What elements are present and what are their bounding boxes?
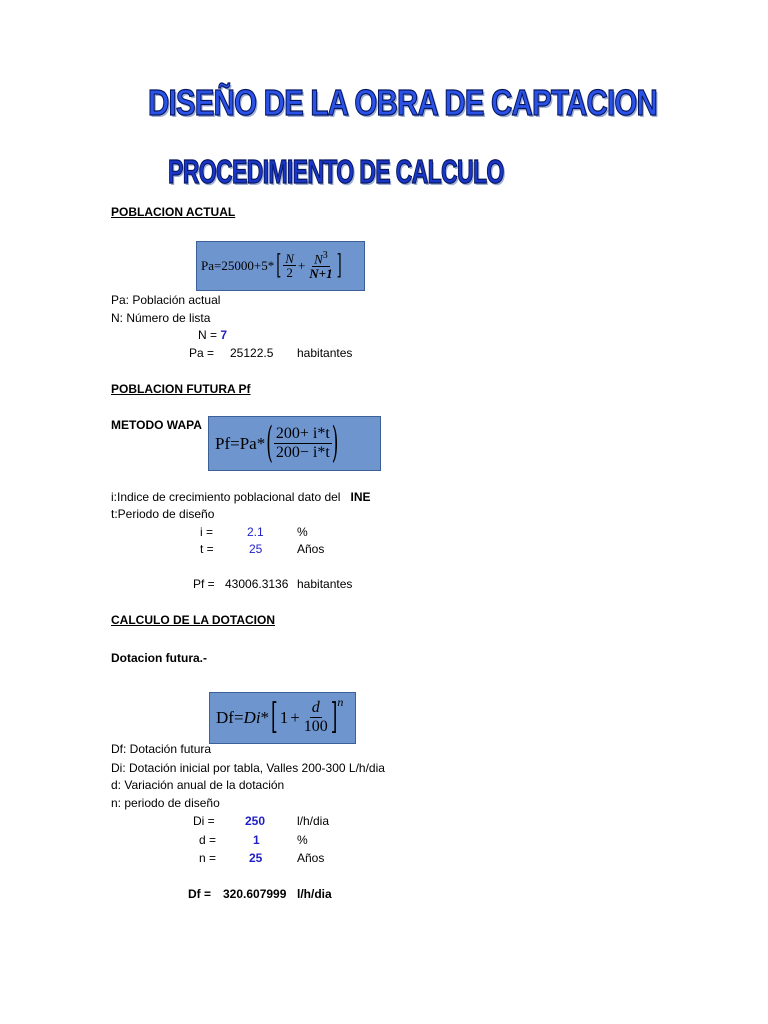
pa-label: Pa = — [189, 346, 215, 360]
poblacion-actual-formula: Pa = 25000 + 5 * [ $\frac{N}{2}$ + $\frac{N^3}{N+1}$ ] — [196, 241, 365, 291]
n-unit: Años — [297, 851, 325, 865]
pa-value: 25122.5 — [230, 346, 274, 360]
df-label: Df = — [188, 887, 212, 901]
df-value: 320.607999 — [223, 887, 287, 901]
poblacion-futura-heading: POBLACION FUTURA Pf — [111, 382, 251, 396]
n-label: n = — [199, 851, 217, 865]
t-unit: Años — [297, 542, 325, 556]
di-label: Di = — [193, 814, 215, 828]
df-unit: l/h/dia — [297, 887, 332, 901]
poblacion-futura-formula: Pf = Pa * ( $\frac{200+ i*t}{200- i*t}$ ) — [208, 416, 381, 471]
def-d: d: Variación anual de la dotación — [111, 778, 285, 792]
def-n: N: Número de lista — [111, 311, 211, 325]
i-unit: % — [297, 525, 308, 539]
t-label: t = — [200, 542, 214, 556]
pa-unit: habitantes — [297, 346, 353, 360]
i-label: i = — [200, 525, 214, 539]
di-unit: l/h/dia — [297, 814, 330, 828]
dotacion-heading: CALCULO DE LA DOTACION — [111, 613, 275, 627]
d-unit: % — [297, 833, 308, 847]
t-value: 25 — [249, 542, 263, 556]
def-n-periodo: n: periodo de diseño — [111, 796, 220, 810]
pf-label: Pf = — [193, 577, 215, 591]
d-label: d = — [199, 833, 217, 847]
def-di: Di: Dotación inicial por tabla, Valles 200-300 L/h/dia — [111, 761, 385, 775]
di-value: 250 — [245, 814, 266, 828]
def-i: i:Indice de crecimiento poblacional dato del INE — [111, 490, 371, 504]
sub-title: PROCEDIMIENTO DE CALCULO — [168, 153, 504, 190]
def-df: Df: Dotación futura — [111, 742, 212, 756]
poblacion-actual-heading: POBLACION ACTUAL — [111, 205, 236, 219]
pf-value: 43006.3136 — [225, 577, 289, 591]
pf-unit: habitantes — [297, 577, 353, 591]
def-t: t:Periodo de diseño — [111, 507, 215, 521]
d-value: 1 — [253, 833, 260, 847]
n-row: N = 7 — [198, 328, 228, 342]
def-pa: Pa: Población actual — [111, 293, 221, 307]
dotacion-futura-formula: Df = Di * [ 1 + $\frac{d}{100}$ ] $^n$ — [209, 692, 356, 744]
metodo-wapa-label: METODO WAPA — [111, 418, 202, 432]
main-title: DISEÑO DE LA OBRA DE CAPTACION — [148, 82, 657, 123]
i-value: 2.1 — [247, 525, 264, 539]
n-value: 25 — [249, 851, 263, 865]
dotacion-futura-label: Dotacion futura.- — [111, 651, 207, 665]
